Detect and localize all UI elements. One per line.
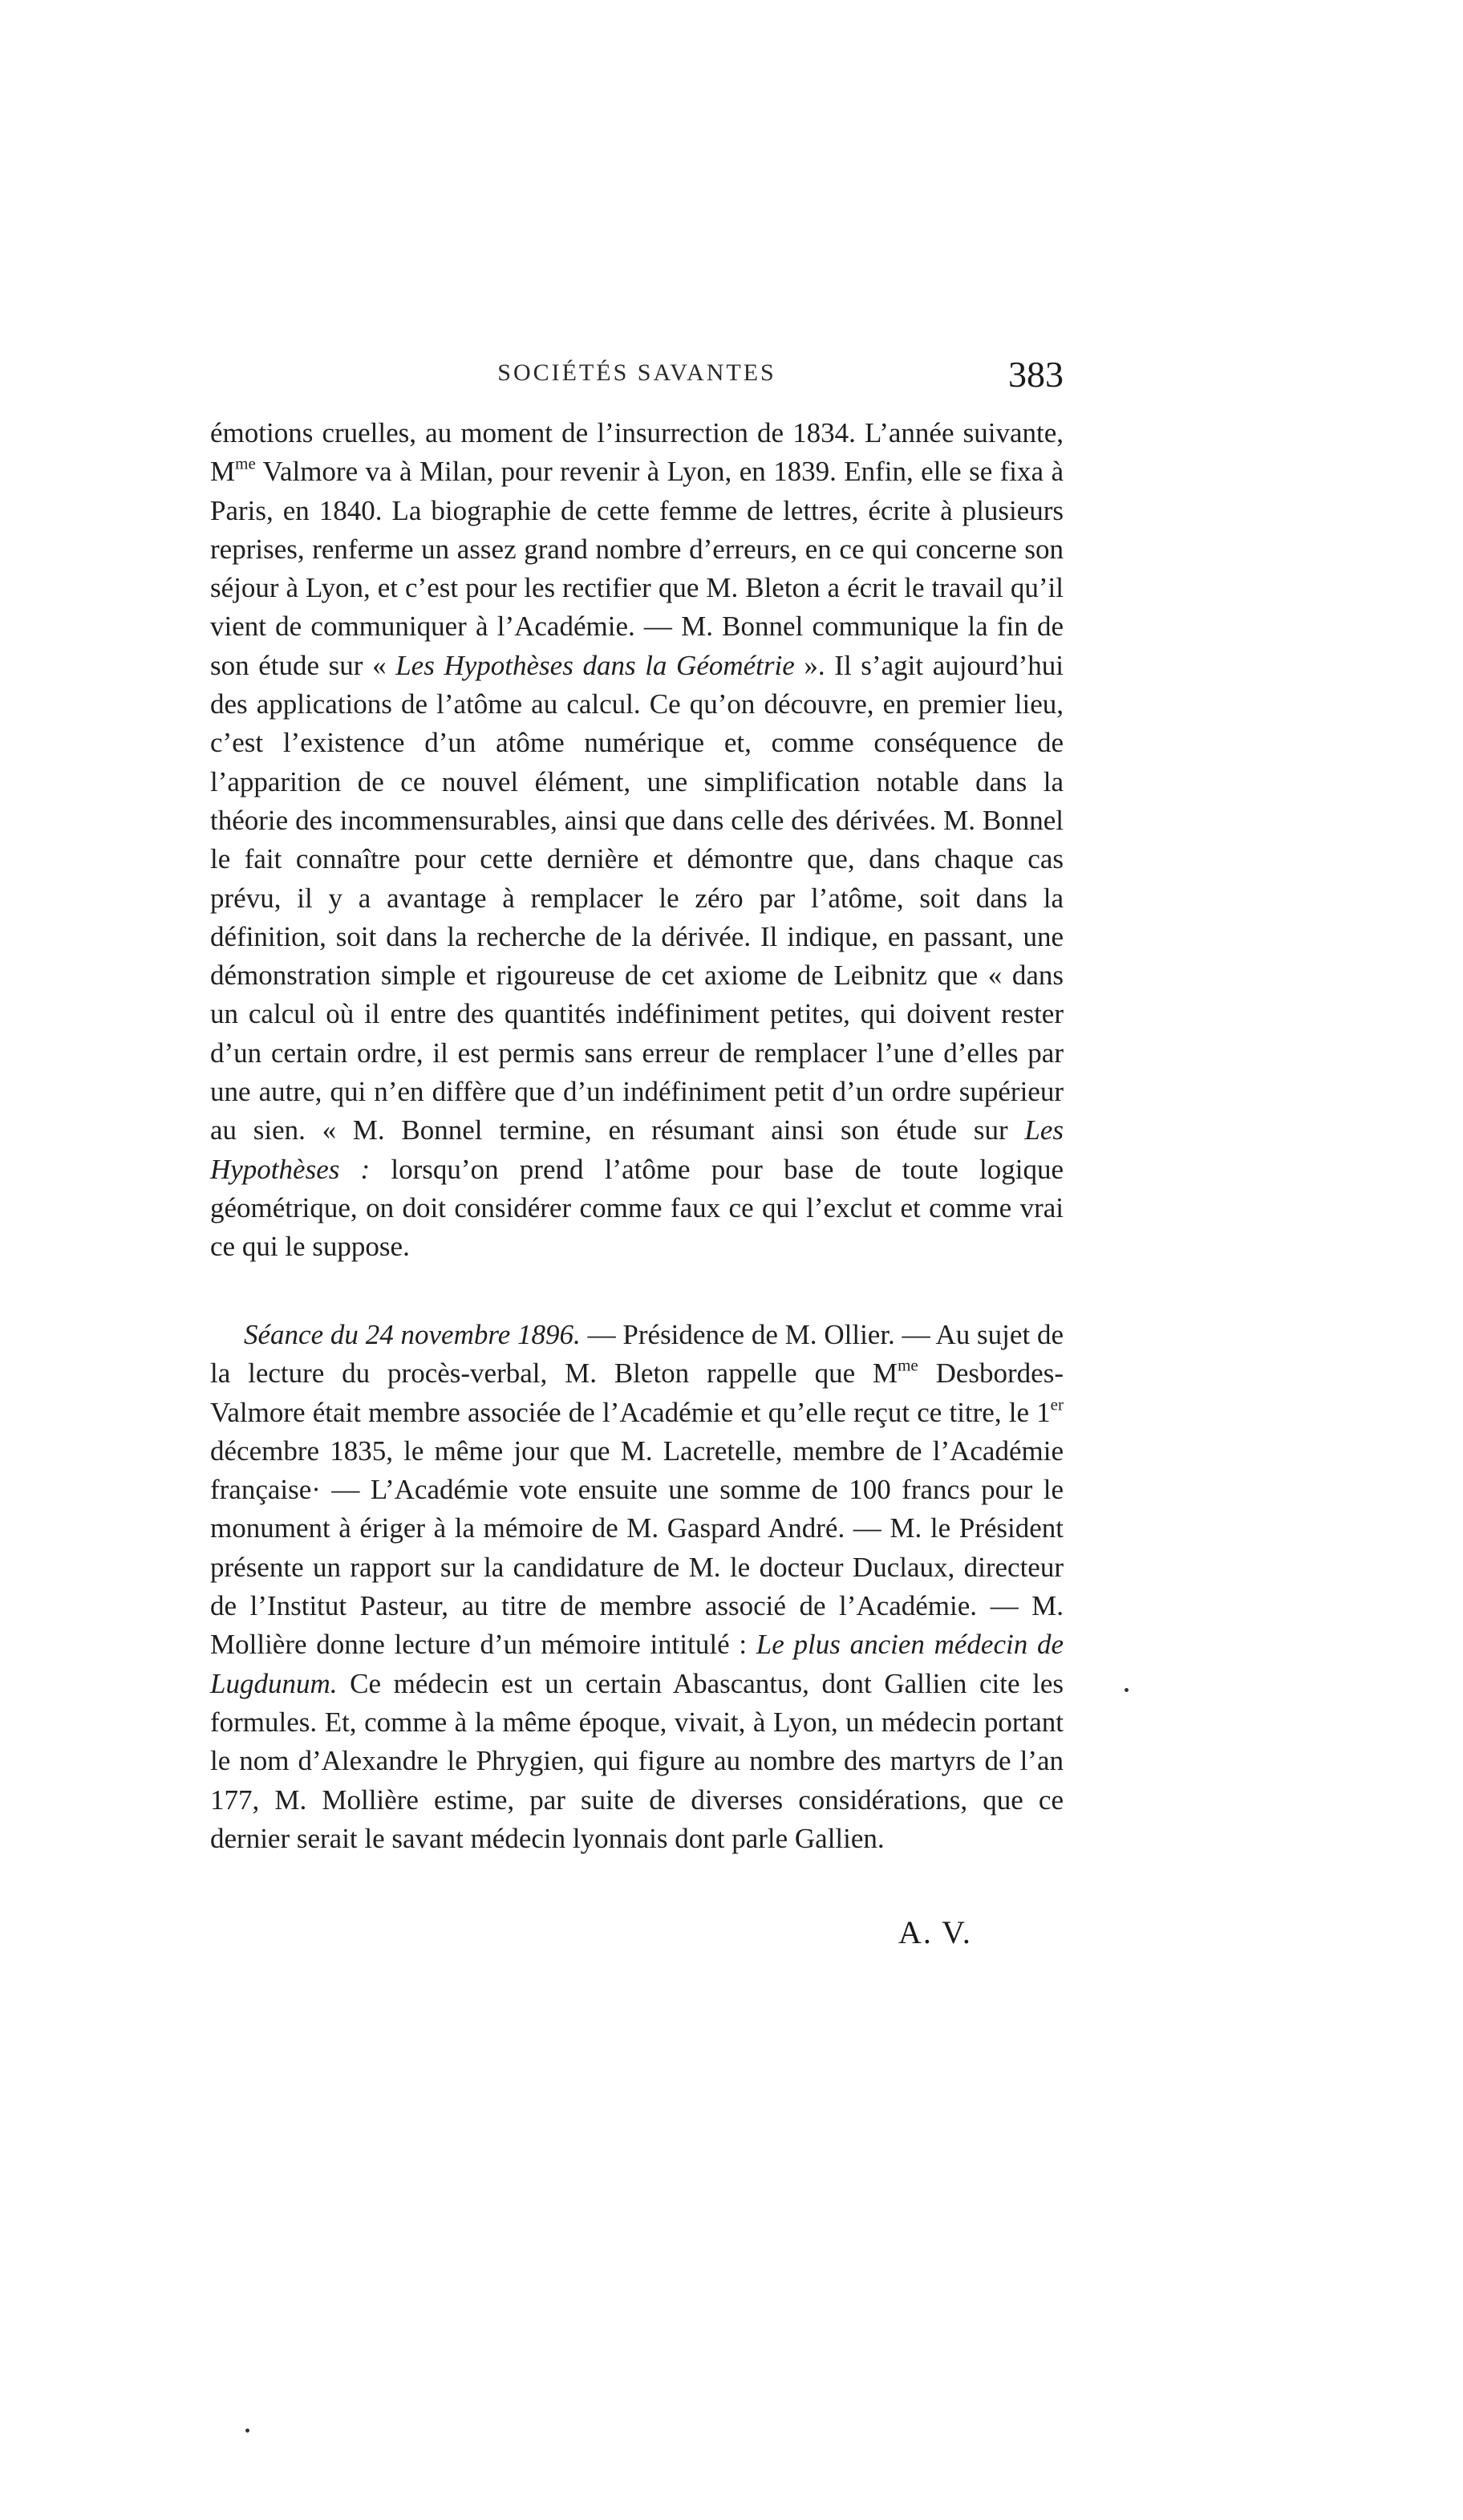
text-run: décembre 1835, le même jour que M. Lacretelle, membre de l’Académie française· — L’Académie vote ensuite une somme de 100 francs pour le monument à ériger à la mémoire de M. Gaspard André. — M. le Président présente un rapport sur la candidature de M. le docteur Duclaux, directeur de l’Institut Pasteur, au titre de membre associé de l’Académie. — M. Mollière donne lecture d’un mémoire intitulé :: [210, 1434, 1064, 1661]
paragraph: [210, 1316, 1064, 1858]
superscript-run: er: [1050, 1394, 1064, 1414]
signature: A. V.: [898, 1914, 972, 1950]
italic-run: Le plus ancien médecin de Lugdunum.: [210, 1629, 1064, 1699]
italic-run: Les Hypothèses :: [210, 1114, 1064, 1185]
paragraph-text: [210, 1316, 1064, 1858]
text-run: Desbordes-Valmore était membre associée de l’Académie et qu’elle reçut ce titre, le 1: [210, 1357, 1064, 1428]
text-run: Valmore va à Milan, pour revenir à Lyon, en 1839. Enfin, elle se fixa à Paris, en 1840. La biographie de cette femme de lettres, écrite à plusieurs reprises, renferme un assez grand nombre d’erreurs, en ce qui concerne son séjour à Lyon, et c’est pour les rectifier que M. Bleton a écrit le travail qu’il vient de communiquer à l’Académie. — M. Bonnel communique la fin de son étude sur «: [210, 456, 1064, 681]
text-run: ». Il s’agit aujourd’hui des applications de l’atôme au calcul. Ce qu’on découvre, en premier lieu, c’est l’existence d’un atôme numérique et, comme conséquence de l’apparition de ce nouvel élément, une simplification notable dans la théorie des incommensurables, ainsi que dans celle des dérivées. M. Bonnel le fait connaître pour cette dernière et démontre que, dans chaque cas prévu, il y a avantage à remplacer le zéro par l’atôme, soit dans la définition, soit dans la recherche de la dérivée. Il indique, en passant, une démonstration simple et rigoureuse de cet axiome de Leibnitz que « dans un calcul où il entre des quantités indéfiniment petites, qui doivent rester d’un certain ordre, il est permis sans erreur de remplacer l’une d’elles par une autre, qui n’en diffère que d’un indéfiniment petit d’un ordre supérieur au sien. « M. Bonnel termine, en résumant ainsi son étude sur: [210, 649, 1064, 1146]
paragraph: [210, 414, 1064, 1267]
italic-run: Séance du 24 novembre 1896.: [244, 1319, 581, 1350]
running-header: [210, 353, 1064, 409]
italic-run: Les Hypothèses dans la Géométrie: [395, 649, 795, 681]
text-run: Ce médecin est un certain Abascantus, dont Gallien cite les formules. Et, comme à la même époque, vivait, à Lyon, un médecin portant le nom d’Alexandre le Phrygien, qui figure au nombre des martyrs de l’an 177, M. Mollière estime, par suite de diverses considérations, que ce dernier serait le savant médecin lyonnais dont parle Gallien.: [210, 1667, 1064, 1854]
ink-speck: [245, 2429, 249, 2433]
text-run: émotions cruelles, au moment de l’insurrection de 1834. L’année suivante, M: [210, 417, 1064, 488]
paragraph-text: [210, 414, 1064, 1267]
superscript-run: me: [235, 453, 256, 473]
ink-speck: [1125, 1688, 1129, 1692]
superscript-run: me: [898, 1355, 918, 1375]
text-run: lorsqu’on prend l’atôme pour base de toute logique géométrique, on doit considérer comme faux ce qui l’exclut et comme vrai ce qui le suppose.: [210, 1153, 1064, 1263]
text-run: — Présidence de M. Ollier. — Au sujet de la lecture du procès-verbal, M. Bleton rappelle que M: [210, 1319, 1064, 1390]
running-title: SOCIÉTÉS SAVANTES: [497, 359, 776, 386]
page-number: 383: [1008, 354, 1064, 395]
